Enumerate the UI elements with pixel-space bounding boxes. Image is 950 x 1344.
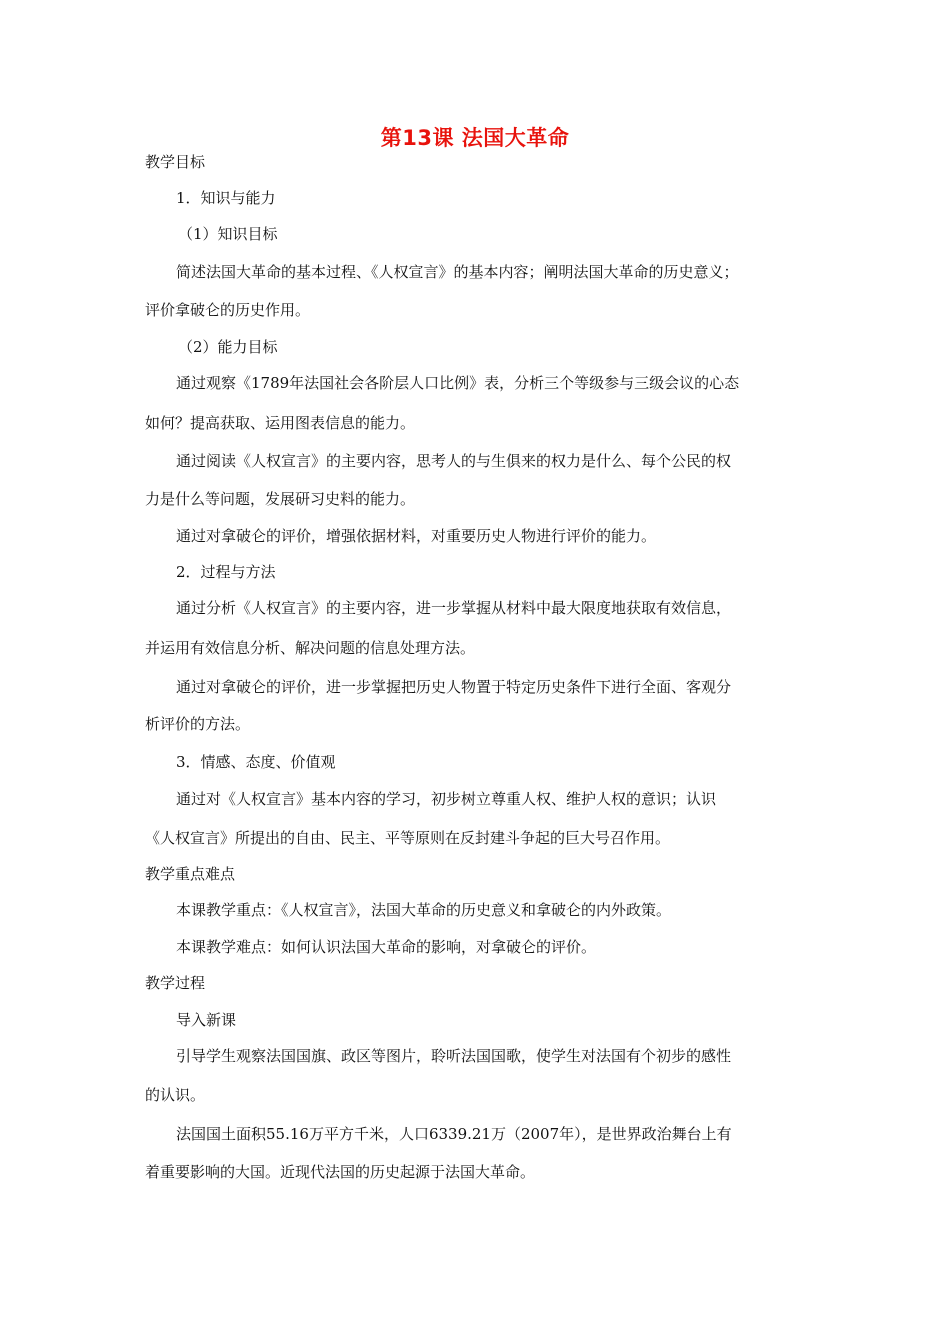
subheading-emotion-values: 3．情感、态度、价值观	[176, 753, 336, 771]
paragraph-line: 法国国土面积55.16万平方千米，人口6339.21万（2007年），是世界政治舞台上有	[176, 1125, 732, 1143]
paragraph-line: 着重要影响的大国。近现代法国的历史起源于法国大革命。	[145, 1163, 536, 1181]
paragraph-line: 通过对拿破仑的评价，进一步掌握把历史人物置于特定历史条件下进行全面、客观分	[176, 678, 732, 696]
paragraph-line: 评价拿破仑的历史作用。	[145, 301, 311, 319]
paragraph-line: 通过分析《人权宣言》的主要内容，进一步掌握从材料中最大限度地获取有效信息，	[176, 599, 732, 617]
paragraph-line: 通过观察《1789年法国社会各阶层人口比例》表，分析三个等级参与三级会议的心态	[176, 374, 740, 392]
paragraph-line: 析评价的方法。	[145, 715, 251, 733]
paragraph-line: 引导学生观察法国国旗、政区等图片，聆听法国国歌，使学生对法国有个初步的感性	[176, 1047, 732, 1065]
section-heading-teaching-goals: 教学目标	[145, 153, 206, 171]
subheading-knowledge-goal: （1）知识目标	[178, 225, 278, 243]
paragraph-line: 通过对《人权宣言》基本内容的学习，初步树立尊重人权、维护人权的意识；认识	[176, 790, 717, 808]
paragraph-line: 本课教学重点：《人权宣言》，法国大革命的历史意义和拿破仑的内外政策。	[176, 901, 672, 919]
subheading-introduction: 导入新课	[176, 1011, 237, 1029]
lesson-title: 第13课 法国大革命	[380, 126, 570, 150]
paragraph-line: 并运用有效信息分析、解决问题的信息处理方法。	[145, 639, 476, 657]
paragraph-line: 力是什么等问题，发展研习史料的能力。	[145, 490, 416, 508]
paragraph-line: 本课教学难点：如何认识法国大革命的影响，对拿破仑的评价。	[176, 938, 597, 956]
paragraph-line: 《人权宣言》所提出的自由、民主、平等原则在反封建斗争起的巨大号召作用。	[145, 829, 671, 847]
paragraph-line: 简述法国大革命的基本过程、《人权宣言》的基本内容；阐明法国大革命的历史意义；	[176, 263, 739, 281]
subheading-knowledge-ability: 1．知识与能力	[176, 189, 276, 207]
subheading-ability-goal: （2）能力目标	[178, 338, 278, 356]
paragraph-line: 通过阅读《人权宣言》的主要内容，思考人的与生俱来的权力是什么、每个公民的权	[176, 452, 732, 470]
paragraph-line: 如何？提高获取、运用图表信息的能力。	[145, 414, 416, 432]
subheading-process-method: 2．过程与方法	[176, 563, 276, 581]
paragraph-line: 通过对拿破仑的评价，增强依据材料，对重要历史人物进行评价的能力。	[176, 527, 657, 545]
section-heading-key-points: 教学重点难点	[145, 865, 236, 883]
paragraph-line: 的认识。	[145, 1086, 206, 1104]
section-heading-teaching-process: 教学过程	[145, 974, 206, 992]
